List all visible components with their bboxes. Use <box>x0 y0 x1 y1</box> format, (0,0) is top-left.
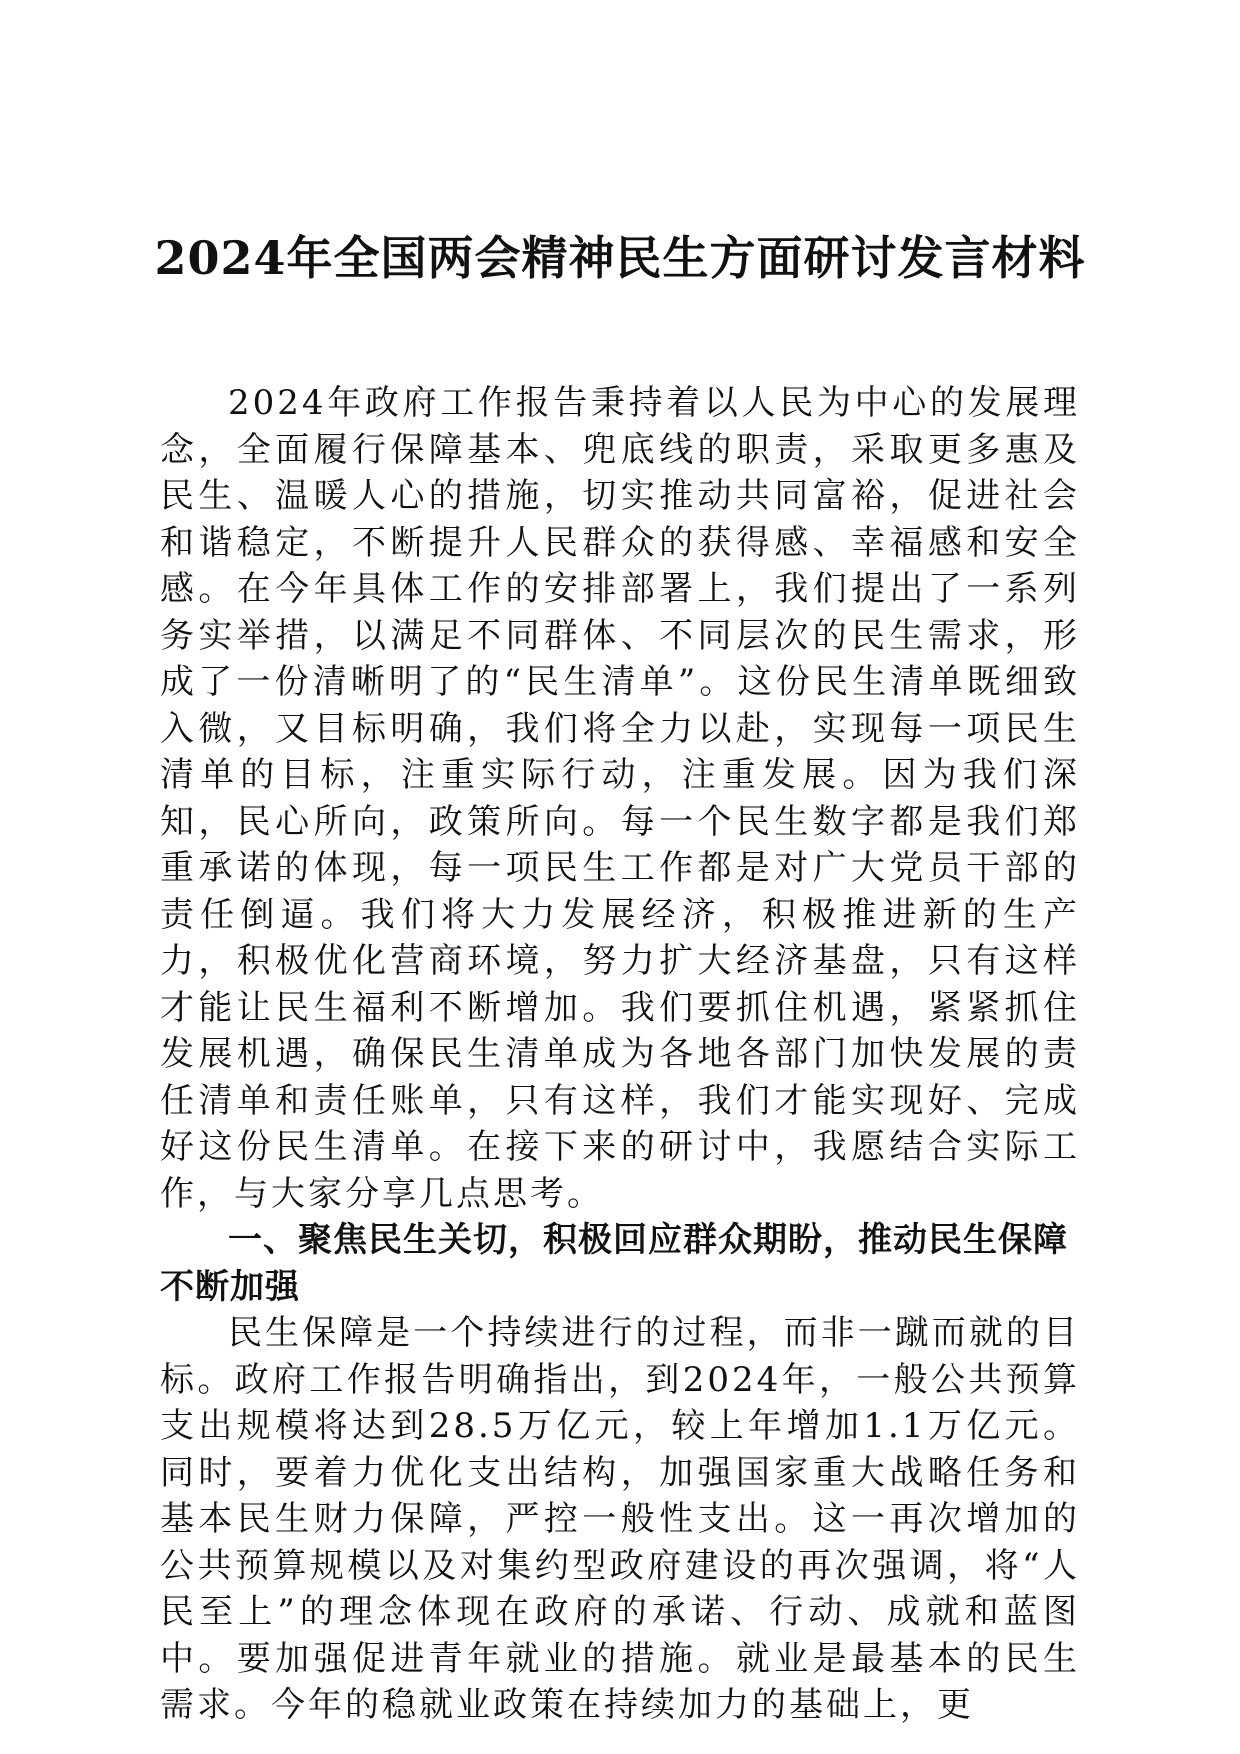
document-body <box>160 380 1080 1729</box>
document-title: 2024年全国两会精神民生方面研讨发言材料 <box>154 231 1086 285</box>
section-1-heading: 一、聚焦民生关切，积极回应群众期盼，推动民生保障不断加强 <box>160 1220 1068 1307</box>
section-1-paragraph: 民生保障是一个持续进行的过程，而非一蹴而就的目标。政府工作报告明确指出，到2024年，一般公共预算支出规模将达到28.5万亿元，较上年增加1.1万亿元。同时，要着力优化支出结构，加强国家重大战略任务和基本民生财力保障，严控一般性支出。这一再次增加的公共预算规模以及对集约型政府建设的再次强调，将“人民至上”的理念体现在政府的承诺、行动、成就和蓝图中。要加强促进青年就业的措施。就业是最基本的民生需求。今年的稳就业政策在持续加力的基础上，更 <box>160 1313 1080 1725</box>
intro-paragraph: 2024年政府工作报告秉持着以人民为中心的发展理念，全面履行保障基本、兜底线的职责，采取更多惠及民生、温暖人心的措施，切实推动共同富裕，促进社会和谐稳定，不断提升人民群众的获得感、幸福感和安全感。在今年具体工作的安排部署上，我们提出了一系列务实举措，以满足不同群体、不同层次的民生需求，形成了一份清晰明了的“民生清单”。这份民生清单既细致入微，又目标明确，我们将全力以赴，实现每一项民生清单的目标，注重实际行动，注重发展。因为我们深知，民心所向，政策所向。每一个民生数字都是我们郑重承诺的体现，每一项民生工作都是对广大党员干部的责任倒逼。我们将大力发展经济，积极推进新的生产力，积极优化营商环境，努力扩大经济基盘，只有这样才能让民生福利不断增加。我们要抓住机遇，紧紧抓住发展机遇，确保民生清单成为各地各部门加快发展的责任清单和责任账单，只有这样，我们才能实现好、完成好这份民生清单。在接下来的研讨中，我愿结合实际工作，与大家分享几点思考。 <box>160 383 1080 1214</box>
